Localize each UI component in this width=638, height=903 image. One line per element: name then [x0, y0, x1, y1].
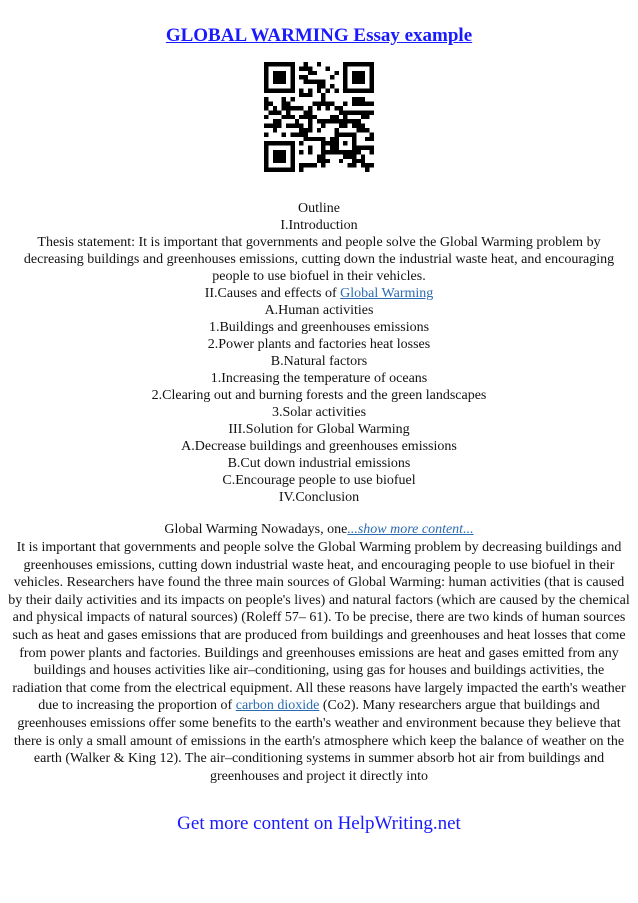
global-warming-link[interactable]: Global Warming	[340, 286, 434, 301]
get-more-content-link[interactable]: Get more content on HelpWriting.net	[177, 813, 461, 834]
outline-item: IV.Conclusion	[278, 490, 360, 505]
show-more-link[interactable]: ...show more content...	[347, 522, 474, 537]
outline-item: A.Decrease buildings and greenhouses emissions	[181, 439, 457, 454]
qr-code-icon	[264, 62, 374, 172]
outline-item: B.Cut down industrial emissions	[227, 456, 411, 471]
outline-item: 3.Solar activities	[271, 405, 367, 420]
outline-item: 1.Buildings and greenhouses emissions	[208, 320, 430, 335]
outline-item: 2.Power plants and factories heat losses	[207, 337, 431, 352]
outline-item: 2.Clearing out and burning forests and the green landscapes	[151, 388, 487, 403]
outline-heading: Outline	[298, 201, 340, 216]
outline-section	[10, 200, 628, 506]
outline-item: B.Natural factors	[270, 354, 368, 369]
outline-item: A.Human activities	[264, 303, 374, 318]
outline-intro: I.Introduction	[280, 218, 358, 233]
cta-banner	[0, 812, 638, 836]
outline-section-2	[10, 285, 628, 302]
thesis-statement: Thesis statement: It is important that governments and people solve the Global Warming problem by decreasing buildings and greenhouses emissions, cutting down the industrial waste heat, and encouraging people to use biofuel in their vehicles.	[23, 235, 615, 284]
section-2-prefix: II.Causes and effects of	[204, 286, 341, 301]
essay-body-part-1: It is important that governments and people solve the Global Warming problem by decreasing buildings and greenhouses emissions, cutting down industrial waste heat, and encouraging people to use biofuel in their vehicles. Researchers have found the three main sources of Global Warming: human activities (that is caused by their daily activities and its impacts on people's lives) and natural factors (which are caused by the chemical and physical impacts of natural sources) (Roleff 57– 61). To be precise, there are two kinds of human sources such as heat and gases emissions that are produced from buildings and greenhouses and heat losses that come from power plants and factories. Buildings and greenhouses emissions are heat and gases emitted from any buildings and houses activities like air–conditioning, using gas for houses and buildings activities, the radiation that come from the electrical equipment. All these reasons have largely impacted the earth's weather due to increasing the proportion of	[8, 540, 630, 714]
essay-intro-text: Global Warming Nowadays, one	[164, 522, 348, 537]
outline-item: C.Encourage people to use biofuel	[222, 473, 416, 488]
title-link[interactable]: GLOBAL WARMING Essay example	[165, 25, 473, 46]
essay-body	[8, 539, 630, 785]
carbon-dioxide-link[interactable]: carbon dioxide	[235, 698, 320, 714]
document-title	[0, 24, 638, 48]
essay-intro-line	[0, 521, 638, 538]
essay-body-part-2: (Co2). Many researchers argue that buildings and greenhouses emissions offer some benefits to the earth's weather and environment because they believe that there is only a small amount of emissions in the earth's atmosphere which keep the balance of weather on the earth (Walker & King 12). The air–conditioning systems in summer absorb hot air from buildings and greenhouses and project it directly into	[13, 698, 625, 784]
outline-item: 1.Increasing the temperature of oceans	[210, 371, 428, 386]
outline-item: III.Solution for Global Warming	[228, 422, 410, 437]
